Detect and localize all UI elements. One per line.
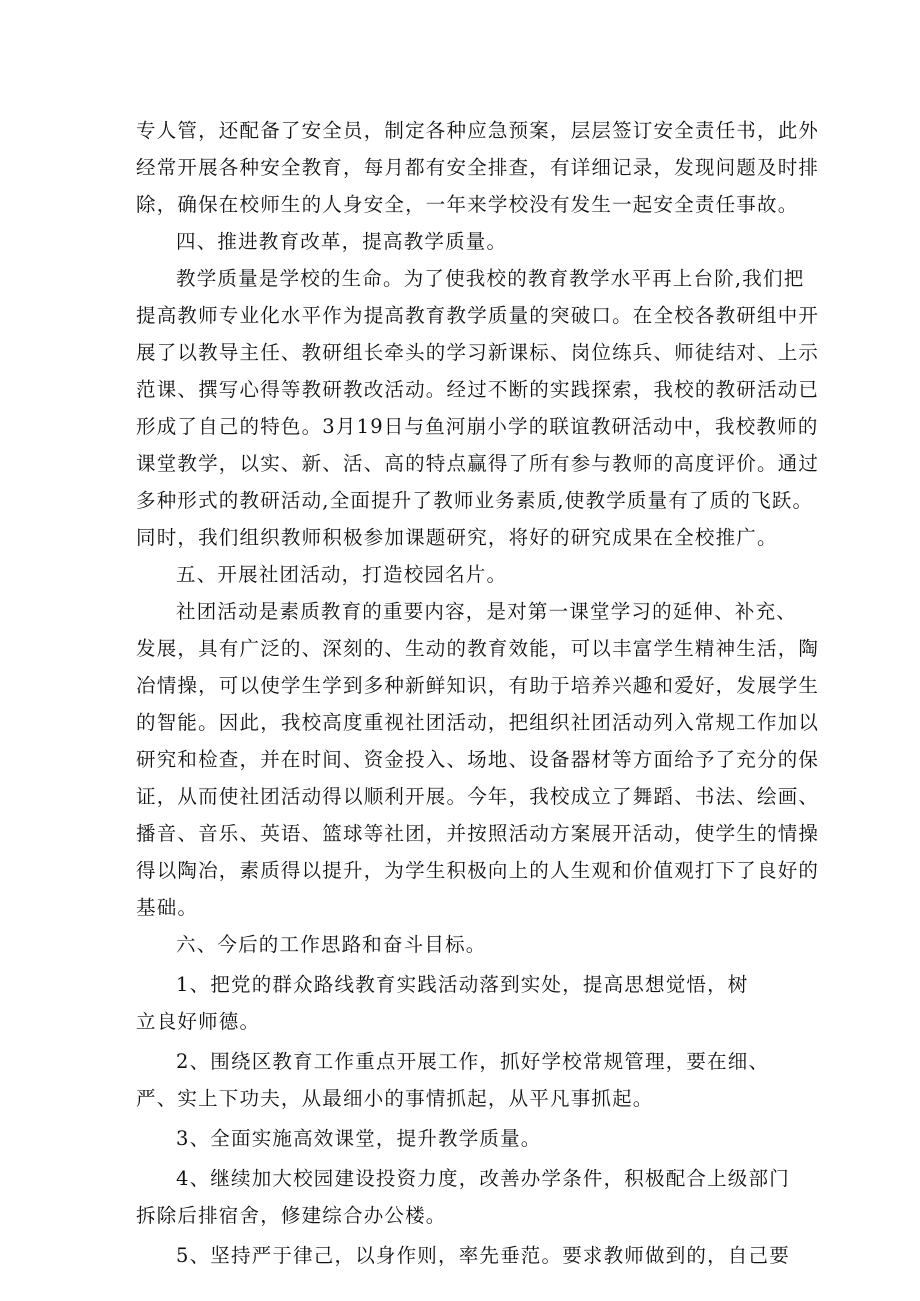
text-line: 社团活动是素质教育的重要内容，是对第一课堂学习的延伸、补充、	[176, 600, 798, 623]
list-item: 3、全面实施高效课堂，提升教学质量。	[176, 1127, 542, 1150]
text-line: 基础。	[136, 896, 199, 919]
text-line: 教学质量是学校的生命。为了使我校的教育教学水平再上台阶,我们把	[176, 267, 805, 290]
document-body	[136, 112, 820, 1274]
text-line: 的智能。因此，我校高度重视社团活动，把组织社团活动列入常规工作加以	[136, 711, 820, 734]
text-line: 展了以教导主任、教研组长牵头的学习新课标、岗位练兵、师徒结对、上示	[136, 341, 820, 364]
section-heading: 五、开展社团活动，打造校园名片。	[176, 563, 508, 586]
list-item-continuation: 严、实上下功夫，从最细小的事情抓起，从平凡事抓起。	[136, 1087, 654, 1110]
list-item: 1、把党的群众路线教育实践活动落到实处，提高思想觉悟，树	[176, 973, 749, 996]
list-item-continuation: 立良好师德。	[136, 1010, 261, 1033]
text-line: 除，确保在校师生的人身安全，一年来学校没有发生一起安全责任事故。	[136, 193, 799, 216]
text-line: 证，从而使社团活动得以顺利开展。今年，我校成立了舞蹈、书法、绘画、	[136, 785, 820, 808]
list-item: 4、继续加大校园建设投资力度，改善办学条件，积极配合上级部门	[176, 1167, 790, 1190]
list-item: 5、坚持严于律己，以身作则，率先垂范。要求教师做到的，自己要	[176, 1244, 790, 1267]
list-item: 2、围绕区教育工作重点开展工作，抓好学校常规管理，要在细、	[176, 1050, 770, 1073]
text-line: 研究和检查，并在时间、资金投入、场地、设备器材等方面给予了充分的保	[136, 748, 820, 771]
text-line: 专人管，还配备了安全员，制定各种应急预案，层层签订安全责任书，此外	[136, 119, 820, 142]
list-item-continuation: 拆除后排宿舍，修建综合办公楼。	[136, 1204, 447, 1227]
section-heading: 四、推进教育改革，提高教学质量。	[176, 230, 508, 253]
text-line: 课堂教学，以实、新、活、高的特点赢得了所有参与教师的高度评价。通过	[136, 452, 820, 475]
text-line: 范课、撰写心得等教研教改活动。经过不断的实践探索，我校的教研活动已	[136, 378, 820, 401]
section-heading: 六、今后的工作思路和奋斗目标。	[176, 933, 487, 956]
text-line: 播音、音乐、英语、篮球等社团，并按照活动方案展开活动，使学生的情操	[136, 822, 820, 845]
text-line: 形成了自己的特色。3月19日与鱼河崩小学的联谊教研活动中，我校教师的	[136, 415, 819, 438]
text-line: 得以陶冶，素质得以提升，为学生积极向上的人生观和价值观打下了良好的	[136, 859, 820, 882]
text-line: 发展，具有广泛的、深刻的、生动的教育效能，可以丰富学生精神生活，陶	[136, 637, 820, 660]
text-line: 同时，我们组织教师积极参加课题研究，将好的研究成果在全校推广。	[136, 526, 778, 549]
text-line: 冶情操，可以使学生学到多种新鲜知识，有助于培养兴趣和爱好，发展学生	[136, 674, 820, 697]
text-line: 经常开展各种安全教育，每月都有安全排查，有详细记录，发现问题及时排	[136, 156, 820, 179]
text-line: 提高教师专业化水平作为提高教育教学质量的突破口。在全校各教研组中开	[136, 304, 820, 327]
text-line: 多种形式的教研活动,全面提升了教师业务素质,使教学质量有了质的飞跃。	[136, 489, 814, 512]
